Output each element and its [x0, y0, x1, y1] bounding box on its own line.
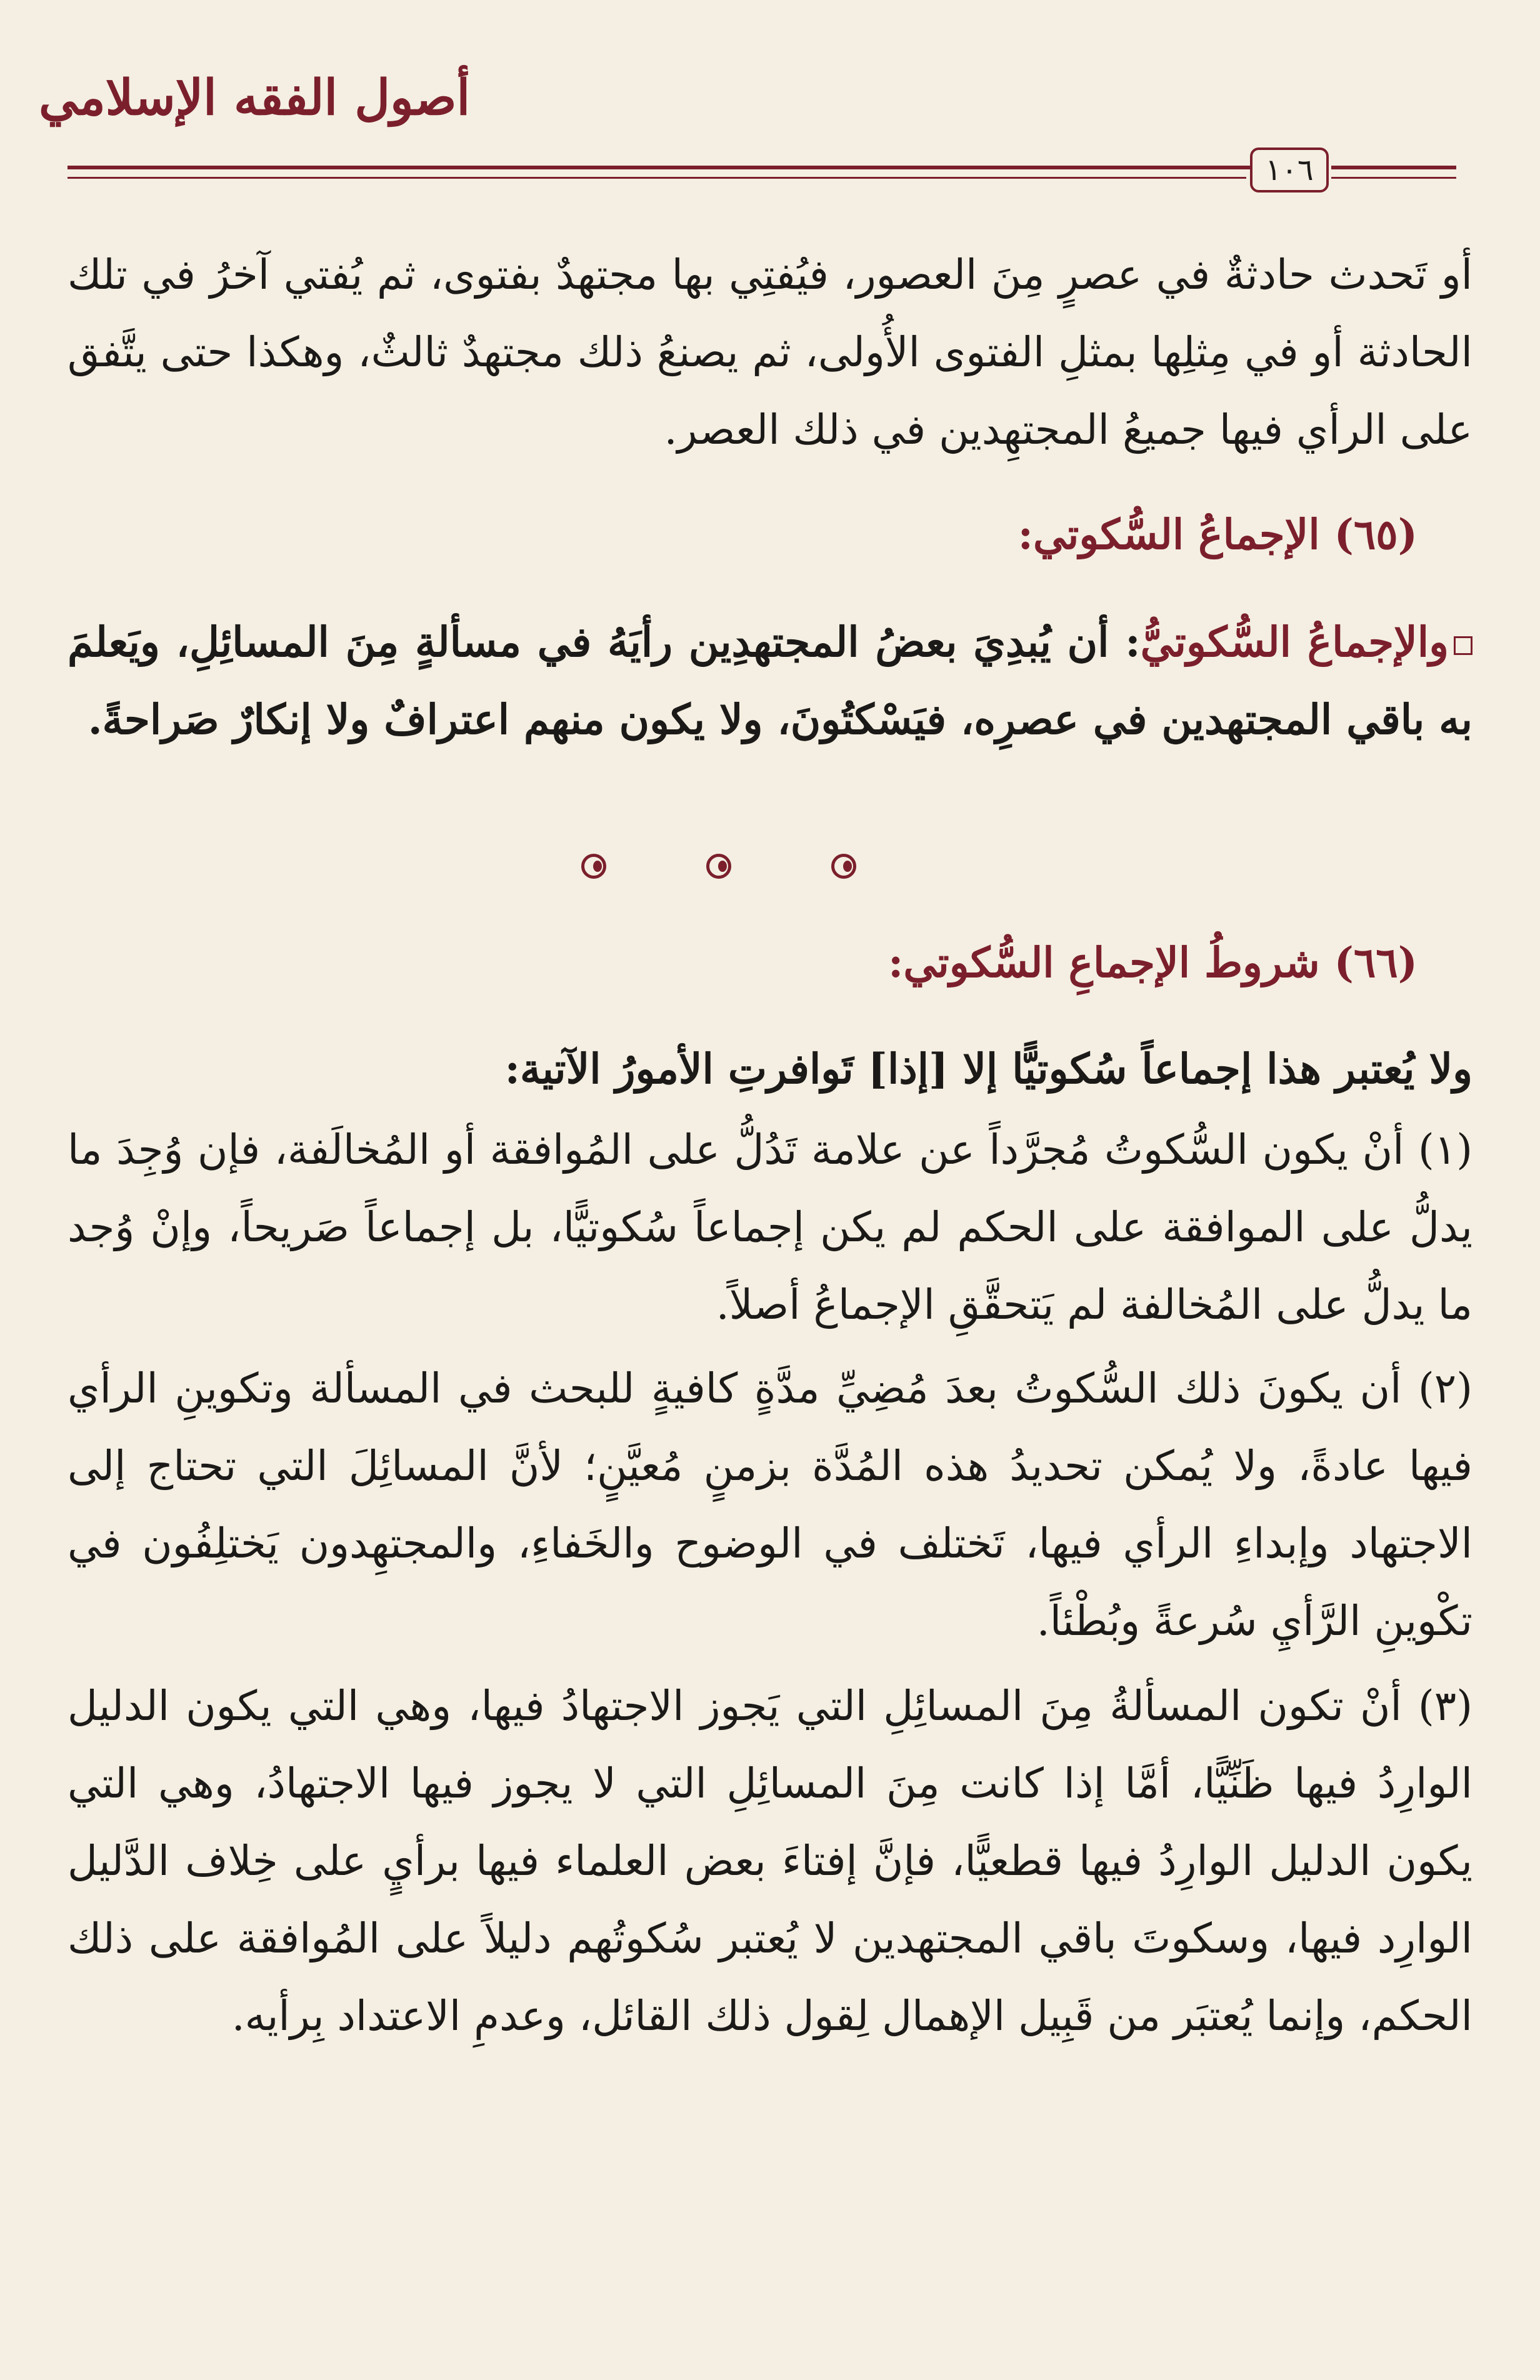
header-rule-right [1331, 166, 1456, 169]
intro-paragraph: أو تَحدث حادثةٌ في عصرٍ مِنَ العصور، فيُفتِي بها مجتهدٌ بفتوى، ثم يُفتي آخرُ في تلك الحادثة أو في مِثلِها بمثلِ الفتوى الأُولى، ثم يصنعُ ذلك مجتهدٌ ثالثٌ، وهكذا حتى يتَّفق على الرأي فيها جميعُ المجتهِدين في ذلك العصر. [68, 251, 1472, 454]
header-rule [68, 166, 1246, 169]
header-rule-thin [68, 177, 1246, 179]
section-65-definition [68, 603, 1472, 758]
crescent-ornament-icon [581, 854, 606, 879]
condition-2: (٢) أن يكونَ ذلك السُّكوتُ بعدَ مُضِيِّ مدَّةٍ كافيةٍ للبحث في المسألة وتكوينِ الرأي فيها عادةً، ولا يُمكن تحديدُ هذه المُدَّة بزمنٍ مُعيَّنٍ؛ لأنَّ المسائِلَ التي تحتاج إلى الاجتهاد وإبداءِ الرأي فيها، تَختلف في الوضوح والخَفاءِ، والمجتهِدون يَختلِفُون في تكْوينِ الرَّأيِ سُرعةً وبُطْئاً. [68, 1364, 1472, 1645]
condition-1: (١) أنْ يكون السُّكوتُ مُجرَّداً عن علامة تَدُلُّ على المُوافقة أو المُخالَفة، فإن وُجِدَ ما يدلُّ على الموافقة على الحكم لم يكن إجماعاً سُكوتيًّا، بل إجماعاً صَريحاً، وإنْ وُجد ما يدلُّ على المُخالفة لم يَتحقَّقِ الإجماعُ أصلاً. [68, 1126, 1472, 1329]
section-66-heading: (٦٦) شروطُ الإجماعِ السُّكوتي: [888, 938, 1418, 987]
condition-3: (٣) أنْ تكون المسألةُ مِنَ المسائِلِ التي يَجوز الاجتهادُ فيها، وهي التي يكون الدليل الوارِدُ فيها ظَنِّيًّا، أمَّا إذا كانت مِنَ المسائِلِ التي لا يجوز فيها الاجتهادُ، وهي التي يكون الدليل الوارِدُ فيها قطعيًّا، فإنَّ إفتاءَ بعض العلماء فيها برأيٍ على خِلاف الدَّليل الوارِد فيها، وسكوتَ باقي المجتهدين لا يُعتبر سُكوتُهم دليلاً على المُوافقة على ذلك الحكم، وإنما يُعتبَر من قَبِيل الإهمال لِقول ذلك القائل، وعدمِ الاعتداد بِرأيه. [68, 1682, 1472, 2040]
square-bullet-icon [1454, 636, 1472, 655]
definition-text: : أن يُبدِيَ بعضُ المجتهدِين رأيَهُ في مسألةٍ مِنَ المسائِلِ، ويَعلمَ به باقي المجتهدين في عصرِه، فيَسْكتُونَ، ولا يكون منهم اعترافٌ ولا إنكارٌ صَراحةً. [68, 618, 1472, 744]
page-number: ١٠٦ [1250, 148, 1329, 192]
ornamental-divider [581, 849, 856, 884]
section-65-heading: (٦٥) الإجماعُ السُّكوتي: [1018, 510, 1418, 559]
defined-term: والإجماعُ السُّكوتيُّ [1140, 618, 1449, 666]
section-66-intro: ولا يُعتبر هذا إجماعاً سُكوتيًّا إلا [إذا] تَوافرتِ الأمورُ الآتية: [504, 1044, 1472, 1093]
header-rule-right-thin [1331, 177, 1456, 179]
crescent-ornament-icon [831, 854, 856, 879]
crescent-ornament-icon [706, 854, 731, 879]
book-title: أصول الفقه الإسلامي [39, 69, 471, 126]
